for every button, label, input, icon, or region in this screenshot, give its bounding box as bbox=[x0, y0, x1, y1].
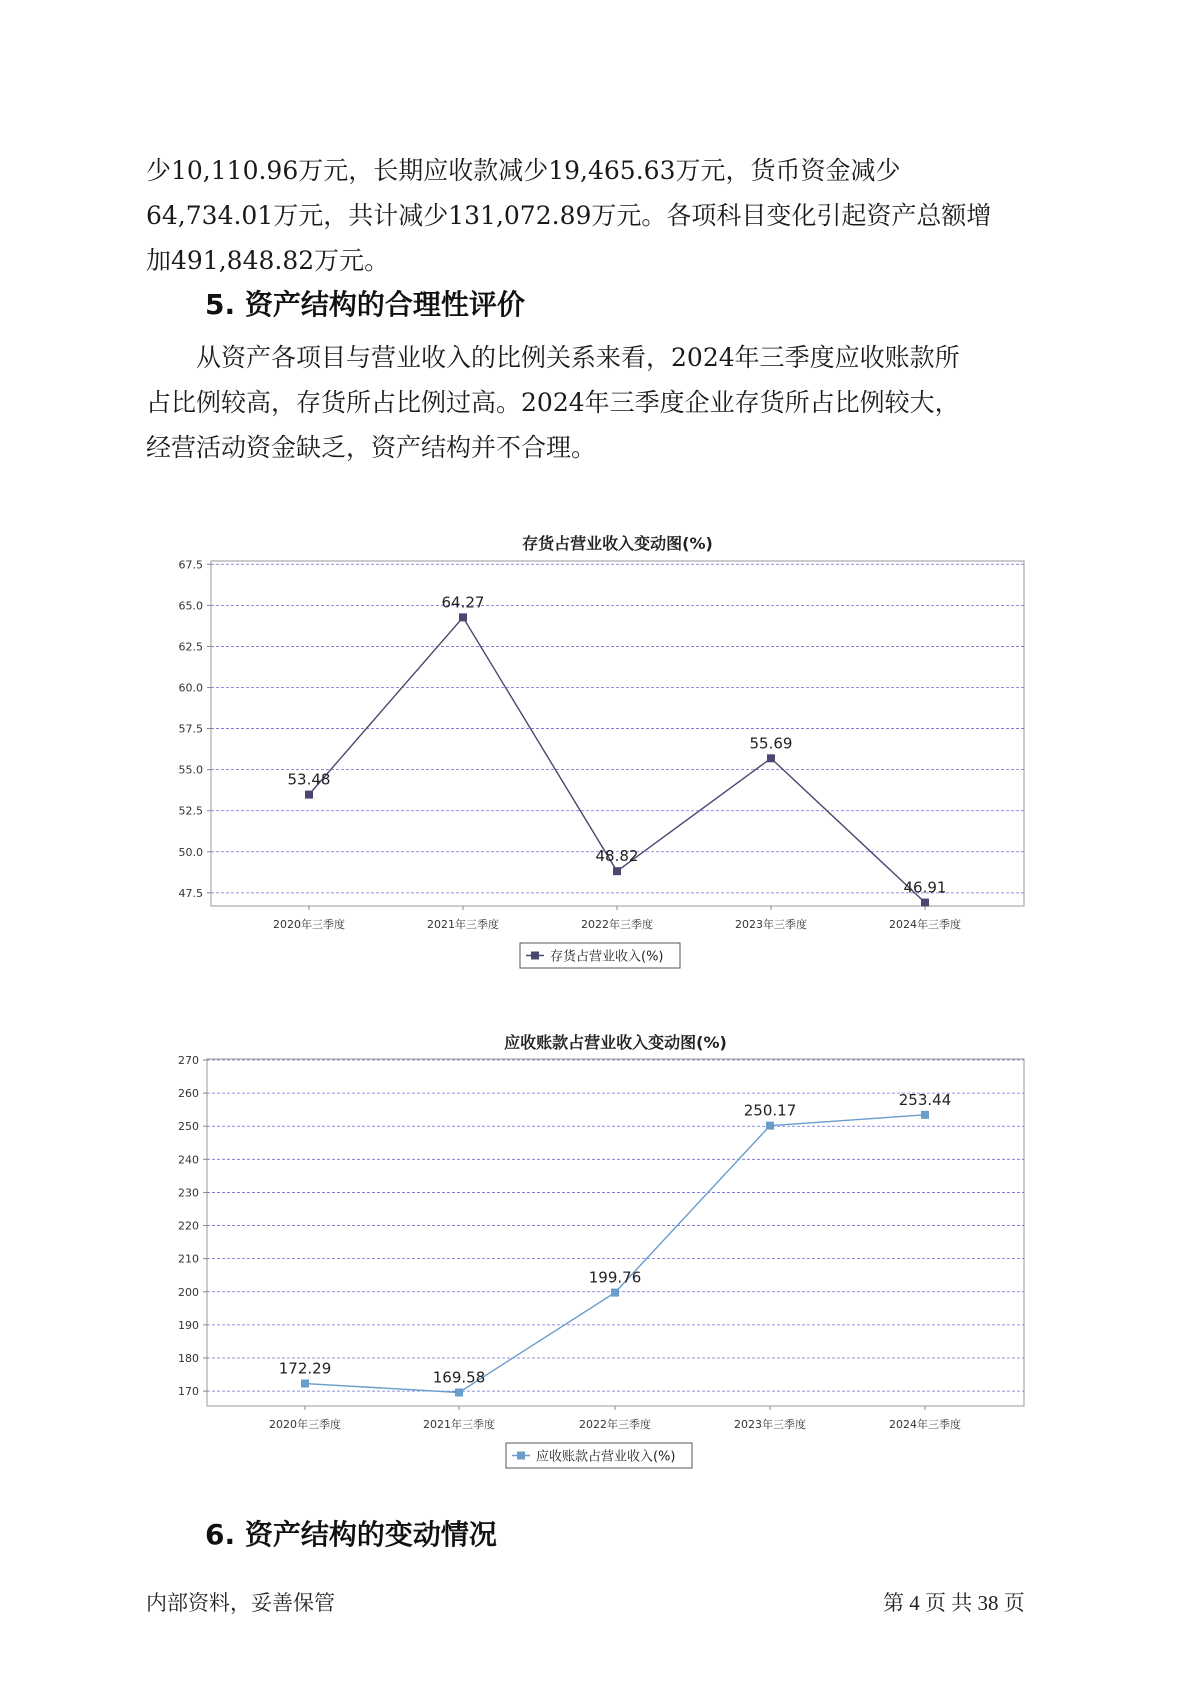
y-tick-label: 170 bbox=[178, 1385, 199, 1399]
y-tick-label: 60.0 bbox=[178, 681, 203, 695]
x-tick-label: 2021年三季度 bbox=[423, 1418, 495, 1431]
x-tick-label: 2023年三季度 bbox=[735, 918, 807, 931]
section-heading-5: 5. 资产结构的合理性评价 bbox=[205, 288, 525, 321]
data-label: 48.82 bbox=[595, 847, 639, 866]
data-point bbox=[455, 1388, 463, 1396]
data-label: 199.76 bbox=[588, 1268, 642, 1287]
data-label: 253.44 bbox=[898, 1090, 952, 1109]
x-tick-label: 2020年三季度 bbox=[273, 918, 345, 931]
paragraph-line: 少10,110.96万元，长期应收款减少19,465.63万元，货币资金减少 bbox=[146, 156, 901, 185]
paragraph-line: 加491,848.82万元。 bbox=[146, 246, 390, 275]
y-tick-label: 210 bbox=[178, 1252, 199, 1266]
legend-swatch-marker bbox=[531, 952, 539, 960]
x-tick-label: 2023年三季度 bbox=[734, 1418, 806, 1431]
legend-label: 应收账款占营业收入(%) bbox=[536, 1449, 676, 1465]
x-tick-label: 2022年三季度 bbox=[579, 1418, 651, 1431]
y-tick-label: 47.5 bbox=[178, 886, 203, 900]
y-tick-label: 220 bbox=[178, 1219, 199, 1233]
data-label: 53.48 bbox=[287, 770, 331, 789]
chart-title: 存货占营业收入变动图(%) bbox=[522, 534, 713, 553]
y-tick-label: 190 bbox=[178, 1318, 199, 1332]
y-tick-label: 55.0 bbox=[178, 763, 203, 777]
y-tick-label: 200 bbox=[178, 1285, 199, 1299]
paragraph-line: 64,734.01万元，共计减少131,072.89万元。各项科目变化引起资产总额增 bbox=[146, 201, 992, 230]
data-label: 46.91 bbox=[903, 878, 947, 897]
y-tick-label: 250 bbox=[178, 1120, 199, 1134]
data-point bbox=[767, 754, 775, 762]
data-point bbox=[459, 613, 467, 621]
paragraph-line: 占比例较高，存货所占比例过高。2024年三季度企业存货所占比例较大， bbox=[146, 388, 960, 417]
x-tick-label: 2021年三季度 bbox=[427, 918, 499, 931]
data-point bbox=[301, 1380, 309, 1388]
x-tick-label: 2022年三季度 bbox=[581, 918, 653, 931]
x-tick-label: 2024年三季度 bbox=[889, 918, 961, 931]
y-tick-label: 270 bbox=[178, 1053, 199, 1067]
y-tick-label: 62.5 bbox=[178, 640, 203, 654]
data-point bbox=[766, 1122, 774, 1130]
legend-swatch-marker bbox=[517, 1452, 525, 1460]
y-tick-label: 57.5 bbox=[178, 722, 203, 736]
y-tick-label: 230 bbox=[178, 1186, 199, 1200]
y-tick-label: 180 bbox=[178, 1351, 199, 1365]
data-point bbox=[613, 867, 621, 875]
data-point bbox=[611, 1289, 619, 1297]
y-tick-label: 67.5 bbox=[178, 558, 203, 572]
y-tick-label: 52.5 bbox=[178, 804, 203, 818]
footer-confidential: 内部资料，妥善保管 bbox=[146, 1591, 335, 1615]
data-label: 172.29 bbox=[278, 1359, 332, 1378]
data-label: 64.27 bbox=[441, 593, 485, 612]
data-label: 250.17 bbox=[743, 1101, 797, 1120]
data-label: 169.58 bbox=[432, 1368, 486, 1387]
paragraph-line: 经营活动资金缺乏，资产结构并不合理。 bbox=[146, 433, 597, 462]
x-tick-label: 2020年三季度 bbox=[269, 1418, 341, 1431]
y-tick-label: 50.0 bbox=[178, 845, 203, 859]
y-tick-label: 240 bbox=[178, 1153, 199, 1167]
footer-page-number: 第 4 页 共 38 页 bbox=[883, 1591, 1025, 1615]
data-label: 55.69 bbox=[749, 734, 793, 753]
y-tick-label: 65.0 bbox=[178, 599, 203, 613]
section-heading-6: 6. 资产结构的变动情况 bbox=[205, 1518, 497, 1551]
chart-title: 应收账款占营业收入变动图(%) bbox=[504, 1033, 727, 1052]
legend-label: 存货占营业收入(%) bbox=[550, 949, 664, 965]
paragraph-line: 从资产各项目与营业收入的比例关系来看，2024年三季度应收账款所 bbox=[196, 343, 960, 372]
data-point bbox=[921, 899, 929, 907]
data-point bbox=[921, 1111, 929, 1119]
x-tick-label: 2024年三季度 bbox=[889, 1418, 961, 1431]
plot-area bbox=[207, 1059, 1024, 1406]
y-tick-label: 260 bbox=[178, 1087, 199, 1101]
data-point bbox=[305, 791, 313, 799]
